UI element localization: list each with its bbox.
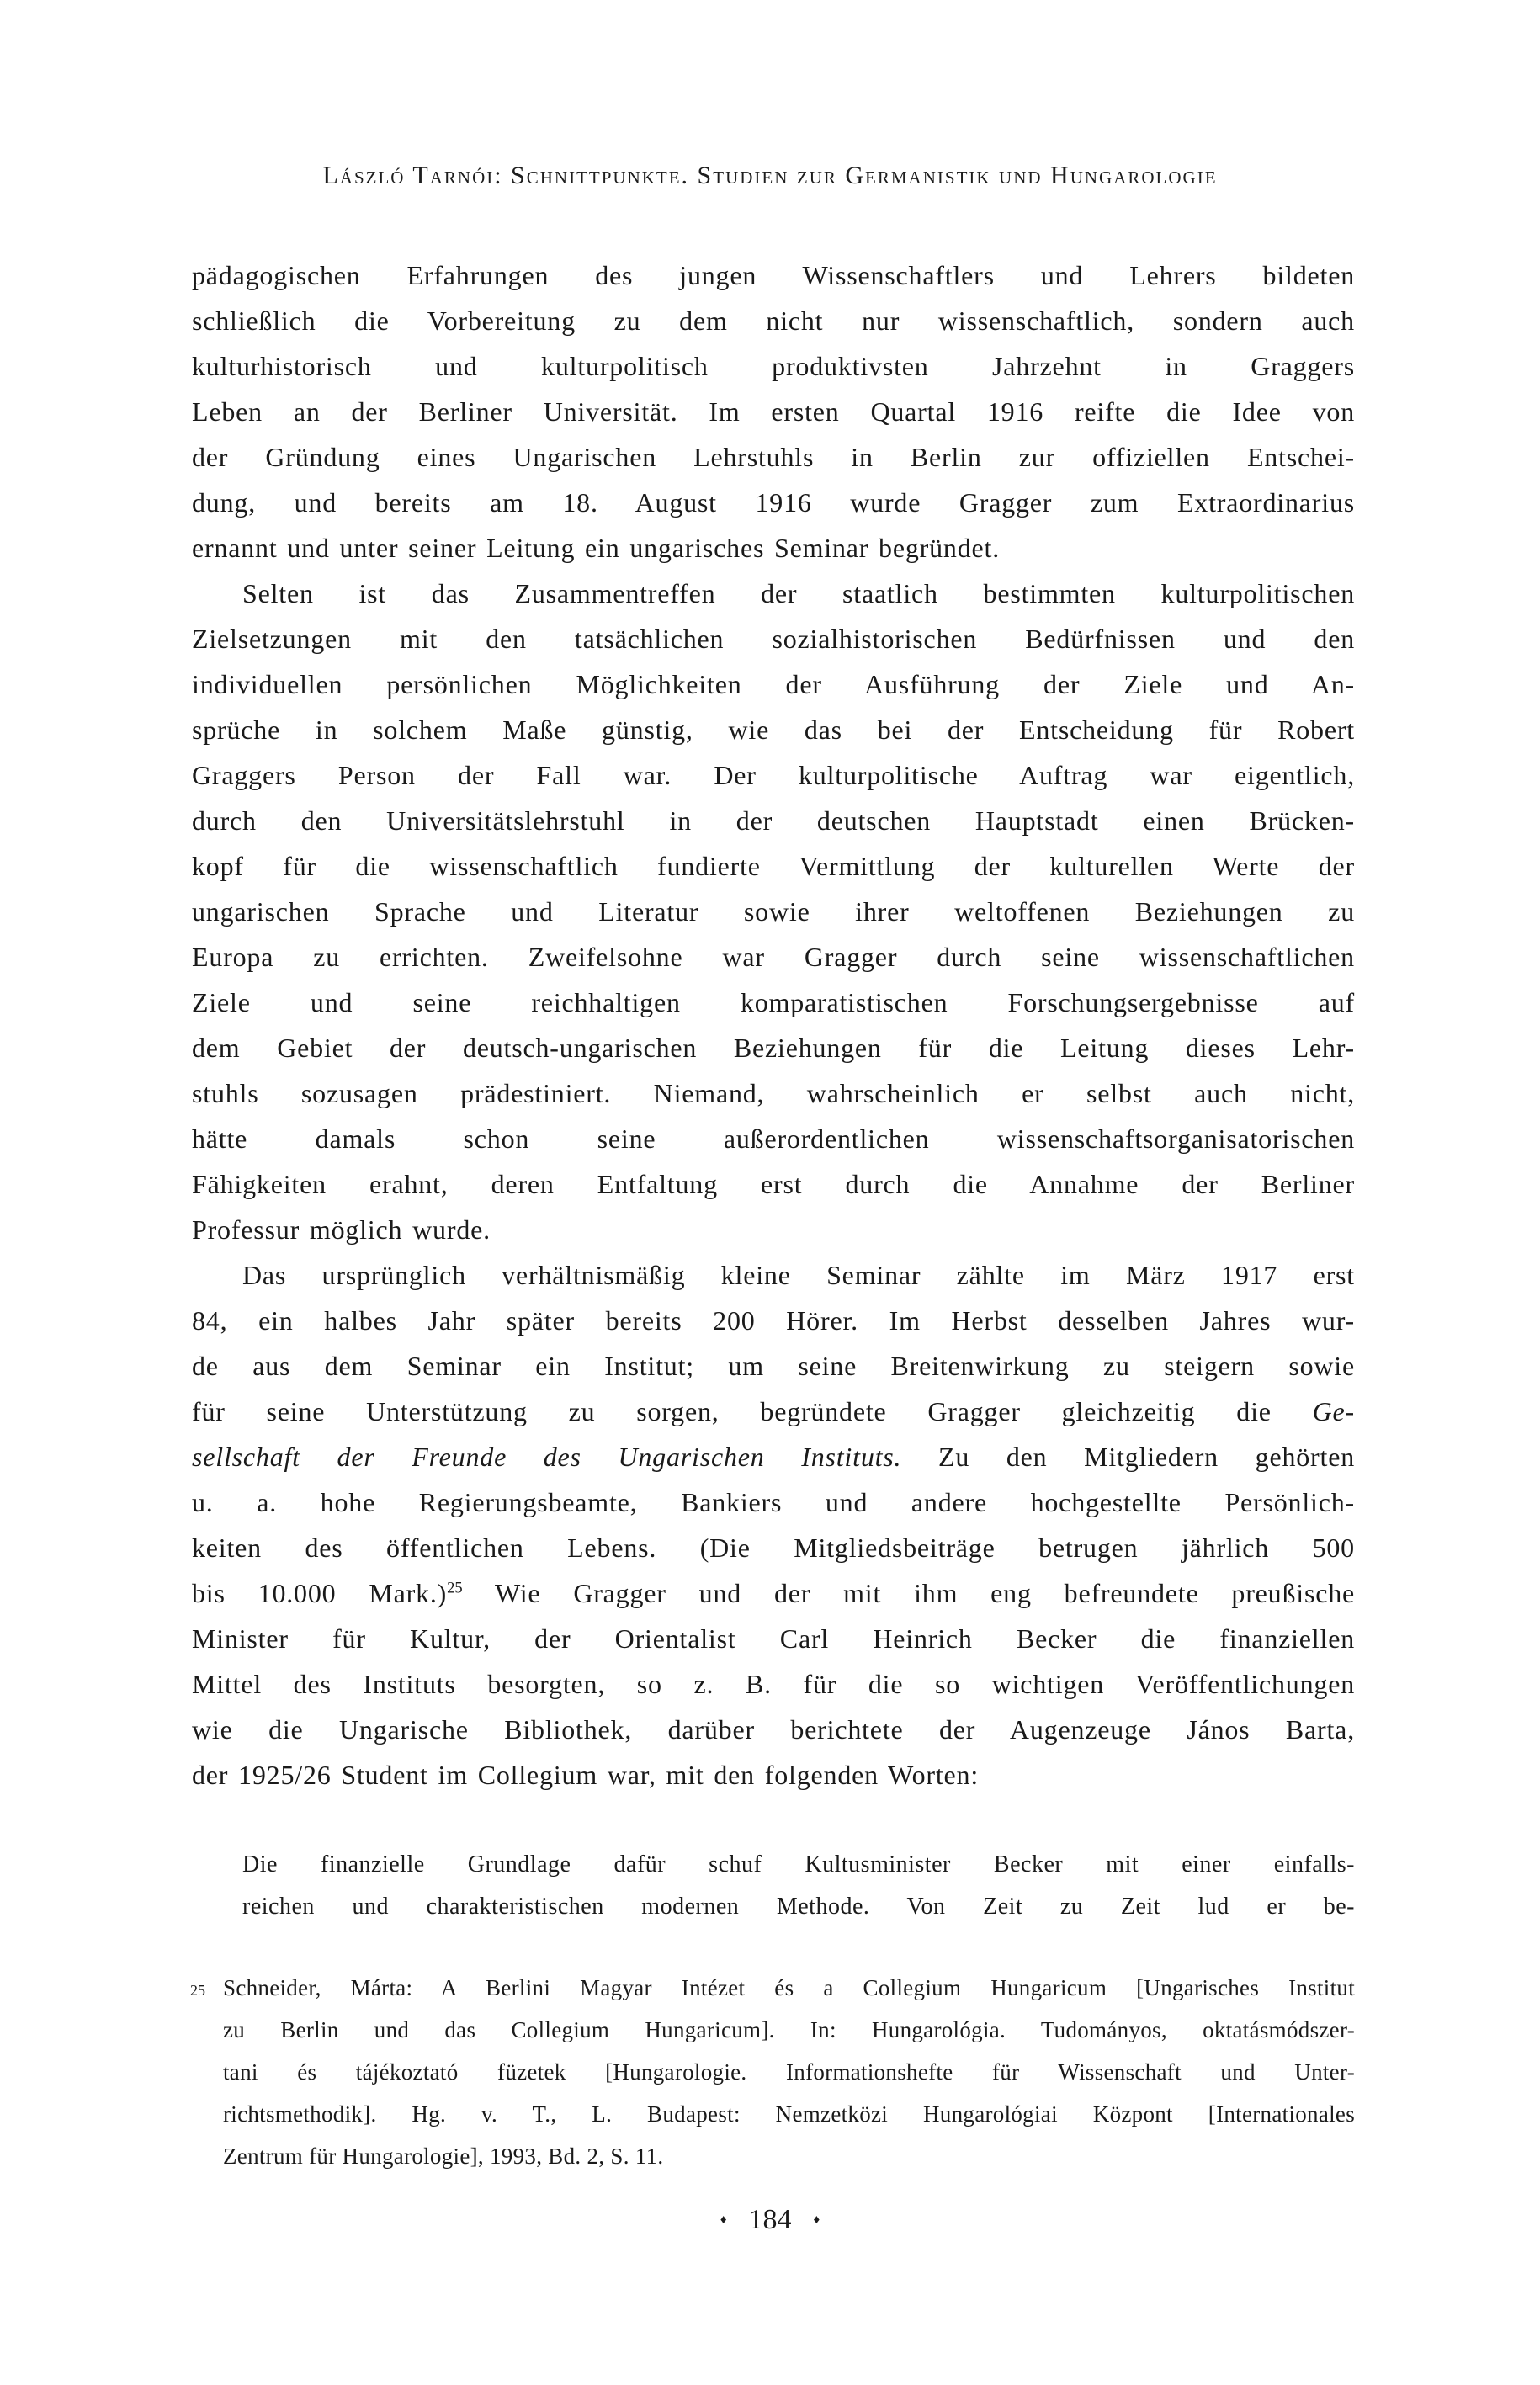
- footnote-text: [223, 1967, 1355, 2177]
- text-line: [192, 1252, 1355, 1298]
- text-line: [192, 1389, 1355, 1434]
- text-line: [192, 1752, 1355, 1798]
- page-number: 184: [748, 2204, 792, 2235]
- text-line: [192, 1343, 1355, 1389]
- text-line: [223, 2135, 1355, 2177]
- text-line: [223, 1967, 1355, 2009]
- text-segment: individuellen persönlichen Möglichkeiten der Ausführung der Ziele und An-: [192, 669, 1355, 699]
- text-segment: Ge-: [1312, 1396, 1355, 1426]
- text-line: [192, 571, 1355, 616]
- text-line: [192, 1479, 1355, 1525]
- text-segment: Das ursprünglich verhältnismäßig kleine Seminar zählte im März 1917 erst: [242, 1260, 1355, 1290]
- text-segment: Leben an der Berliner Universität. Im ersten Quartal 1916 reifte die Idee von: [192, 396, 1355, 427]
- text-segment: Selten ist das Zusammentreffen der staatlich bestimmten kulturpolitischen: [242, 578, 1355, 608]
- text-line: [192, 1025, 1355, 1070]
- text-line: [192, 752, 1355, 798]
- text-line: [192, 434, 1355, 480]
- text-line: [192, 980, 1355, 1025]
- text-segment: u. a. hohe Regierungsbeamte, Bankiers und andere hochgestellte Persönlich-: [192, 1487, 1355, 1517]
- text-segment: sellschaft der Freunde des Ungarischen Instituts.: [192, 1442, 902, 1472]
- text-line: [192, 252, 1355, 298]
- text-line: [242, 1844, 1355, 1886]
- running-header: László Tarnói: Schnittpunkte. Studien zur Germanistik und Hungarologie: [322, 162, 1218, 189]
- page-footer: [0, 2202, 1540, 2239]
- footnote: [190, 1967, 1355, 2177]
- text-segment: Zentrum für Hungarologie], 1993, Bd. 2, S. 11.: [223, 2143, 664, 2169]
- text-segment: kopf für die wissenschaftlich fundierte Vermittlung der kulturellen Werte der: [192, 851, 1355, 881]
- text-line: [223, 2009, 1355, 2051]
- text-segment: durch den Universitätslehrstuhl in der deutschen Hauptstadt einen Brücken-: [192, 805, 1355, 836]
- text-segment: Minister für Kultur, der Orientalist Carl Heinrich Becker die finanziellen: [192, 1623, 1355, 1654]
- text-line: [223, 2093, 1355, 2135]
- text-segment: reichen und charakteristischen modernen Methode. Von Zeit zu Zeit lud er be-: [242, 1894, 1355, 1920]
- text-segment: stuhls sozusagen prädestiniert. Niemand, wahrscheinlich er selbst auch nicht,: [192, 1078, 1355, 1108]
- text-line: [192, 1616, 1355, 1661]
- text-segment: ungarischen Sprache und Literatur sowie ihrer weltoffenen Beziehungen zu: [192, 896, 1355, 927]
- text-line: [192, 343, 1355, 389]
- text-segment: pädagogischen Erfahrungen des jungen Wissenschaftlers und Lehrers bildeten: [192, 260, 1355, 290]
- text-segment: bis 10.000 Mark.): [192, 1578, 448, 1608]
- text-line: [223, 2051, 1355, 2093]
- text-segment: zu Berlin und das Collegium Hungaricum]. In: Hungarológia. Tudományos, oktatásmódszer-: [223, 2017, 1355, 2042]
- text-line: [192, 1525, 1355, 1570]
- text-line: [192, 389, 1355, 434]
- text-line: [242, 1886, 1355, 1928]
- text-line: [192, 707, 1355, 752]
- text-segment: Professur möglich wurde.: [192, 1214, 491, 1245]
- text-segment: richtsmethodik]. Hg. v. T., L. Budapest: Nemzetközi Hungarológiai Központ [Internationales: [223, 2101, 1355, 2127]
- text-line: [192, 480, 1355, 525]
- text-line: [192, 1161, 1355, 1207]
- footnote-reference: 25: [447, 1579, 463, 1597]
- text-line: [192, 298, 1355, 343]
- body-text: [192, 252, 1355, 1798]
- text-segment: Wie Gragger und der mit ihm eng befreundete preußische: [462, 1578, 1355, 1608]
- text-segment: Ziele und seine reichhaltigen komparatistischen Forschungsergebnisse auf: [192, 987, 1355, 1017]
- footnote-marker: 25: [190, 1982, 205, 1999]
- text-line: [192, 843, 1355, 889]
- text-segment: Mittel des Instituts besorgten, so z. B. für die so wichtigen Veröffentlichungen: [192, 1669, 1355, 1699]
- text-segment: Zielsetzungen mit den tatsächlichen sozialhistorischen Bedürfnissen und den: [192, 624, 1355, 654]
- text-segment: Fähigkeiten erahnt, deren Entfaltung erst durch die Annahme der Berliner: [192, 1169, 1355, 1199]
- text-segment: der 1925/26 Student im Collegium war, mit den folgenden Worten:: [192, 1760, 980, 1790]
- block-quote: [242, 1844, 1355, 1928]
- text-line: [192, 1707, 1355, 1752]
- text-segment: sprüche in solchem Maße günstig, wie das bei der Entscheidung für Robert: [192, 714, 1355, 745]
- text-line: [192, 889, 1355, 934]
- text-line: [192, 798, 1355, 843]
- footer-ornament-right: ♦: [813, 2213, 820, 2227]
- text-line: [192, 1570, 1355, 1616]
- text-segment: dem Gebiet der deutsch-ungarischen Beziehungen für die Leitung dieses Lehr-: [192, 1033, 1355, 1063]
- text-line: [192, 525, 1355, 571]
- text-segment: tani és tájékoztató füzetek [Hungarologie. Informationshefte für Wissenschaft und Unter-: [223, 2059, 1355, 2085]
- text-line: [192, 1298, 1355, 1343]
- text-segment: wie die Ungarische Bibliothek, darüber berichtete der Augenzeuge János Barta,: [192, 1714, 1355, 1745]
- text-segment: Graggers Person der Fall war. Der kulturpolitische Auftrag war eigentlich,: [192, 760, 1355, 790]
- text-segment: der Gründung eines Ungarischen Lehrstuhls in Berlin zur offiziellen Entschei-: [192, 442, 1355, 472]
- text-segment: schließlich die Vorbereitung zu dem nicht nur wissenschaftlich, sondern auch: [192, 305, 1355, 336]
- text-line: [192, 616, 1355, 661]
- text-segment: ernannt und unter seiner Leitung ein ungarisches Seminar begründet.: [192, 533, 1000, 563]
- text-line: [192, 1070, 1355, 1116]
- text-line: [192, 934, 1355, 980]
- text-segment: 84, ein halbes Jahr später bereits 200 Hörer. Im Herbst desselben Jahres wur-: [192, 1305, 1355, 1336]
- text-line: [192, 1116, 1355, 1161]
- text-line: [192, 1207, 1355, 1252]
- text-line: [192, 661, 1355, 707]
- text-line: [192, 1661, 1355, 1707]
- text-segment: Schneider, Márta: A Berlini Magyar Intézet és a Collegium Hungaricum [Ungarisches Institut: [223, 1975, 1355, 2000]
- text-line: [192, 1434, 1355, 1479]
- text-segment: Zu den Mitgliedern gehörten: [901, 1442, 1355, 1472]
- text-segment: keiten des öffentlichen Lebens. (Die Mitgliedsbeiträge betrugen jährlich 500: [192, 1532, 1355, 1563]
- text-segment: de aus dem Seminar ein Institut; um seine Breitenwirkung zu steigern sowie: [192, 1351, 1355, 1381]
- footer-ornament-left: ♦: [720, 2213, 727, 2227]
- text-segment: für seine Unterstützung zu sorgen, begründete Gragger gleichzeitig die: [192, 1396, 1313, 1426]
- text-segment: kulturhistorisch und kulturpolitisch produktivsten Jahrzehnt in Graggers: [192, 351, 1355, 381]
- text-segment: Die finanzielle Grundlage dafür schuf Kultusminister Becker mit einer einfalls-: [242, 1851, 1355, 1878]
- text-segment: dung, und bereits am 18. August 1916 wurde Gragger zum Extraordinarius: [192, 487, 1355, 518]
- text-segment: Europa zu errichten. Zweifelsohne war Gragger durch seine wissenschaftlichen: [192, 942, 1355, 972]
- text-segment: hätte damals schon seine außerordentlichen wissenschaftsorganisatorischen: [192, 1123, 1355, 1154]
